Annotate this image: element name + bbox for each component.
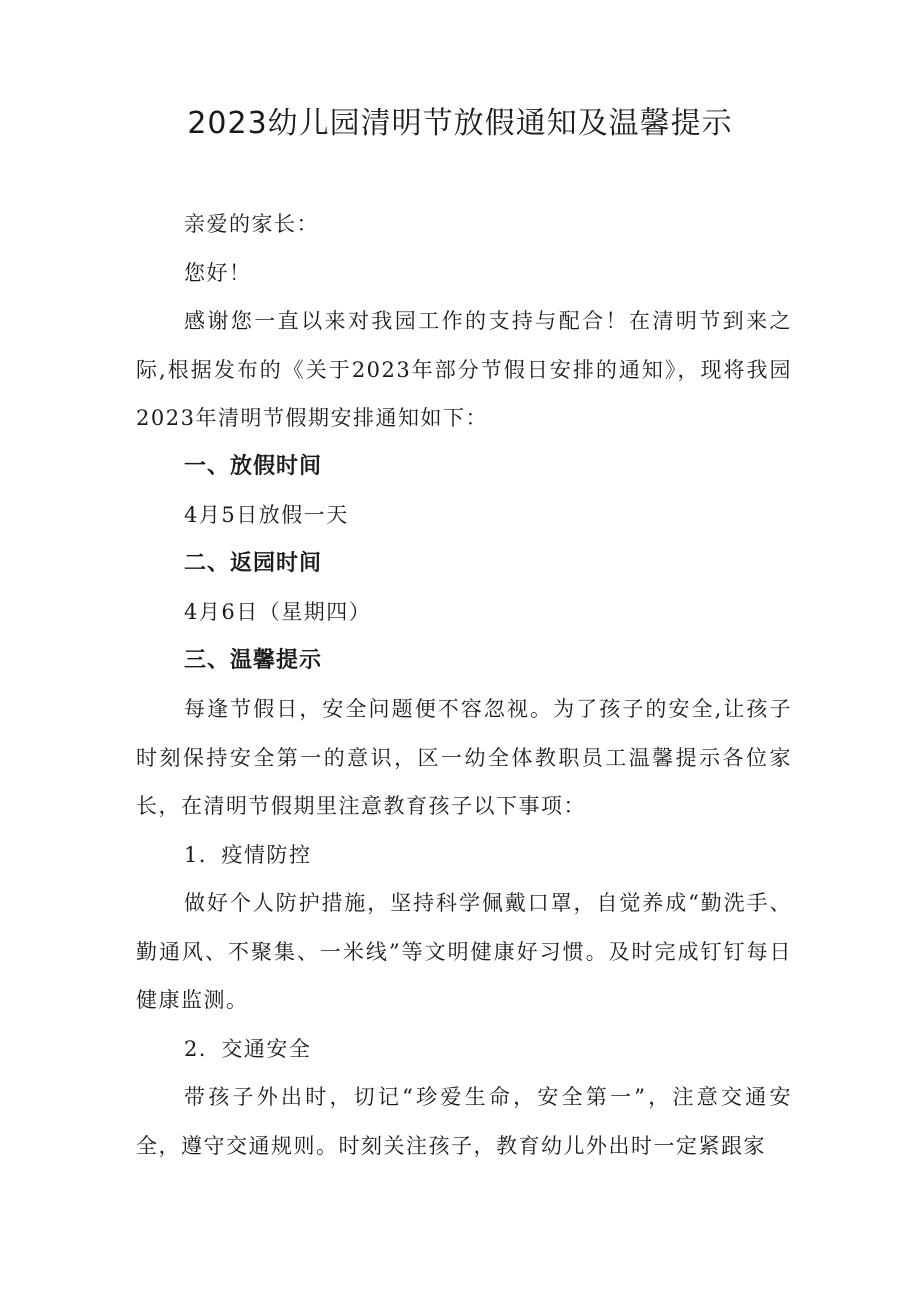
document-body bbox=[136, 200, 792, 1170]
document-title: 2023幼儿园清明节放假通知及温馨提示 bbox=[187, 106, 733, 141]
item-heading-traffic: 2．交通安全 bbox=[184, 1036, 312, 1061]
salutation: 亲爱的家长： bbox=[184, 212, 319, 236]
item-text-traffic: 带孩子外出时，切记“珍爱生命，安全第一”，注意交通安全，遵守交通规则。时刻关注孩子，教育幼儿外出时一定紧跟家 bbox=[136, 1085, 792, 1158]
holiday-time-text: 4月5日放假一天 bbox=[184, 503, 349, 527]
item-text-epidemic: 做好个人防护措施，坚持科学佩戴口罩，自觉养成“勤洗手、勤通风、不聚集、一米线”等文明健康好习惯。及时完成钉钉每日健康监测。 bbox=[136, 891, 792, 1012]
item-heading-epidemic: 1．疫情防控 bbox=[184, 842, 312, 867]
greeting: 您好！ bbox=[184, 260, 252, 285]
tips-intro-paragraph: 每逢节假日，安全问题便不容忽视。为了孩子的安全,让孩子时刻保持安全第一的意识，区一幼全体教职员工温馨提示各位家长，在清明节假期里注意教育孩子以下事项： bbox=[136, 697, 792, 818]
return-time-text: 4月6日（星期四） bbox=[184, 600, 372, 624]
section-heading-return-time: 二、返园时间 bbox=[184, 550, 323, 576]
intro-paragraph: 感谢您一直以来对我园工作的支持与配合！在清明节到来之际,根据发布的《关于2023年部分节假日安排的通知》，现将我园2023年清明节假期安排通知如下： bbox=[136, 309, 792, 430]
section-heading-holiday-time: 一、放假时间 bbox=[184, 453, 323, 479]
section-heading-tips: 三、温馨提示 bbox=[184, 647, 323, 673]
